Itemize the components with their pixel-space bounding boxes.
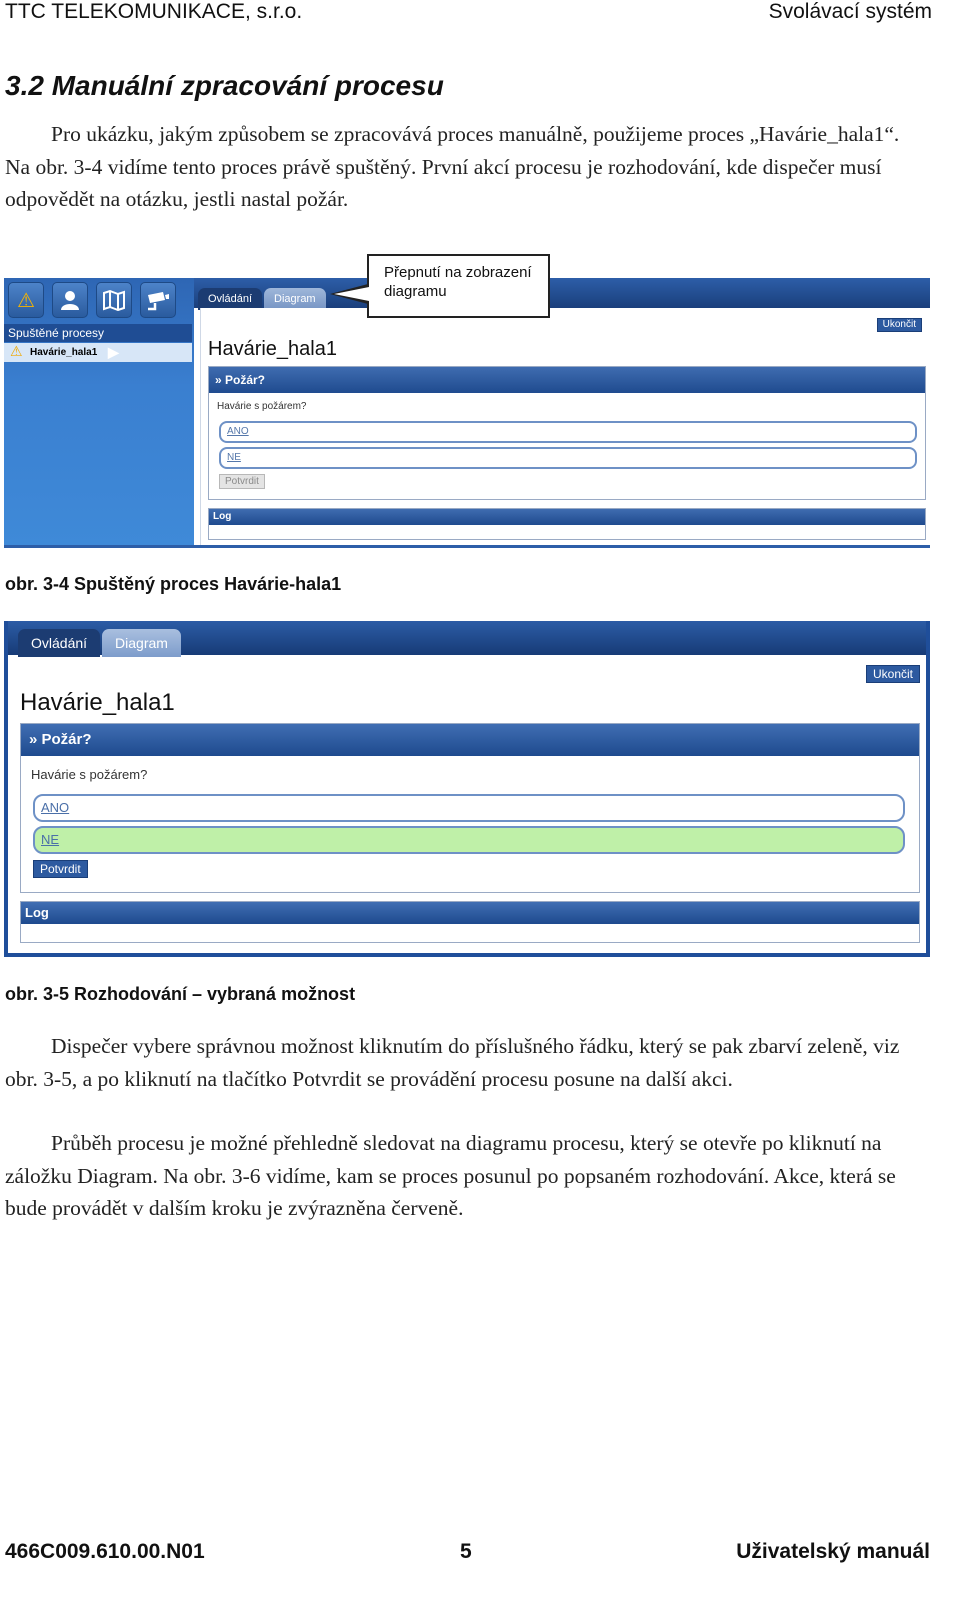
option-ano[interactable]: ANO: [219, 421, 917, 443]
map-icon[interactable]: [96, 282, 132, 318]
caption-figure-3-4: obr. 3-4 Spuštěný proces Havárie-hala1: [5, 574, 342, 594]
process-title: Havárie_hala1: [20, 689, 175, 716]
warning-small-icon: ⚠: [10, 344, 23, 360]
confirm-button[interactable]: Potvrdit: [33, 860, 88, 878]
user-icon[interactable]: [52, 282, 88, 318]
icon-toolbar: [8, 282, 176, 316]
footer-page-number: 5: [460, 1540, 472, 1563]
footer-doc-code: 466C009.610.00.N01: [5, 1540, 205, 1563]
running-processes-label: Spuštěné procesy: [4, 324, 192, 342]
decision-panel-header[interactable]: » Požár?: [21, 724, 919, 756]
decision-panel: [20, 723, 920, 893]
decision-question: Havárie s požárem?: [217, 401, 307, 412]
decision-question: Havárie s požárem?: [31, 767, 148, 782]
log-panel: [20, 901, 920, 943]
camera-icon[interactable]: [140, 282, 176, 318]
stop-button[interactable]: Ukončit: [877, 318, 922, 332]
log-panel-header[interactable]: Log: [209, 509, 925, 525]
tab-strip: [18, 629, 181, 657]
camera-icon-glyph: [145, 289, 171, 311]
chevron-right-icon: ▶: [108, 344, 119, 360]
paragraph-diagram-text: Průběh procesu je možné přehledně sledovat na diagramu procesu, který se otevře po kliknutí na záložku Diagram. Na obr. 3-6 vidíme, kam se proces posunul po popsaném rozhodování. Akce, která se bude provádět v dalším kroku je zvýrazněna červeně.: [5, 1131, 896, 1220]
log-panel: [208, 508, 926, 540]
process-list-item-label: Havárie_hala1: [30, 347, 98, 358]
section-title: 3.2 Manuální zpracování procesu: [5, 70, 444, 101]
footer-doc-type: Uživatelský manuál: [736, 1540, 930, 1563]
option-ne-selected[interactable]: NE: [33, 826, 905, 854]
decision-panel-header[interactable]: » Požár?: [209, 367, 925, 393]
tab-ovladani[interactable]: Ovládání: [18, 629, 100, 657]
paragraph-diagram: [5, 1127, 915, 1225]
paragraph-selection: [5, 1030, 915, 1095]
decision-panel: [208, 366, 926, 500]
paragraph-intro: [5, 118, 915, 216]
confirm-button[interactable]: Potvrdit: [219, 474, 265, 489]
process-list-item[interactable]: [4, 343, 192, 362]
option-ano[interactable]: ANO: [33, 794, 905, 822]
tab-ovladani[interactable]: Ovládání: [198, 288, 262, 310]
tab-diagram[interactable]: Diagram: [264, 288, 326, 310]
figure-process-running: [4, 278, 930, 548]
bottom-border: [4, 545, 930, 548]
caption-figure-3-5: obr. 3-5 Rozhodování – vybraná možnost: [5, 984, 356, 1004]
figure-decision-selected: [4, 621, 930, 957]
log-panel-header[interactable]: Log: [21, 902, 919, 924]
left-panel: [4, 278, 194, 548]
tab-strip: [198, 288, 326, 310]
main-content: [200, 308, 930, 548]
callout-pointer-inner: [334, 287, 369, 301]
map-icon-glyph: [102, 289, 126, 311]
user-icon-glyph: [59, 289, 81, 311]
header-company: TTC TELEKOMUNIKACE, s.r.o.: [5, 0, 303, 23]
paragraph-intro-text: Pro ukázku, jakým způsobem se zpracovává proces manuálně, použijeme proces „Havárie_hala1“. Na obr. 3-4 vidíme tento proces právě spuštěný. První akcí procesu je rozhodování, kde dispečer musí odpovědět na otázku, jestli nastal požár.: [5, 122, 900, 211]
process-title: Havárie_hala1: [208, 338, 337, 360]
tab-diagram[interactable]: Diagram: [102, 629, 181, 657]
warning-icon[interactable]: ⚠: [8, 282, 44, 318]
callout-diagram-switch: Přepnutí na zobrazení diagramu: [367, 254, 550, 318]
stop-button[interactable]: Ukončit: [866, 665, 920, 683]
paragraph-selection-text: Dispečer vybere správnou možnost kliknutím do příslušného řádku, který se pak zbarví zeleně, viz obr. 3-5, a po kliknutí na tlačítko Potvrdit se provádění procesu posune na další akci.: [5, 1034, 900, 1091]
option-ne[interactable]: NE: [219, 447, 917, 469]
header-system: Svolávací systém: [768, 0, 932, 23]
